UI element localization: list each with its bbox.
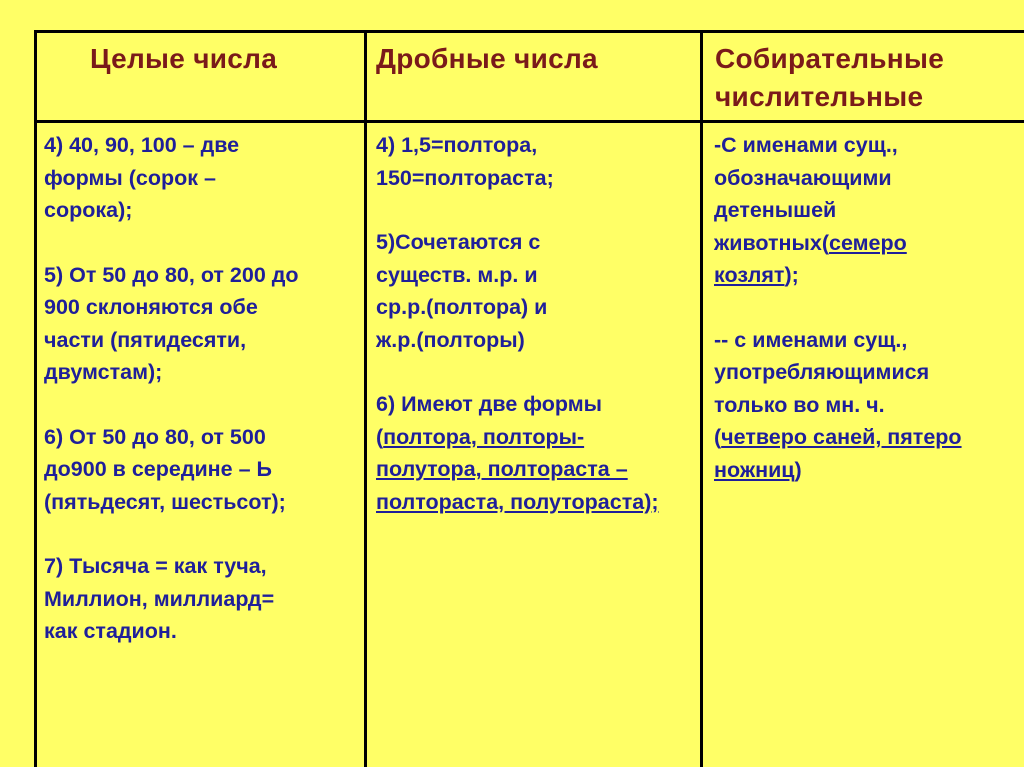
- underlined-example: семеро: [829, 230, 907, 255]
- col1-rule-7: [44, 550, 362, 648]
- text-line: 4) 40, 90, 100 – две: [44, 133, 240, 157]
- underlined-example: полтора, полторы-: [383, 424, 585, 449]
- underlined-example: козлят: [714, 263, 785, 287]
- text-fragment: животных(: [714, 230, 829, 255]
- text-fragment: ): [794, 457, 802, 482]
- table-top-border: [34, 30, 1024, 33]
- col2-rule-4: [376, 129, 698, 194]
- text-line: [376, 421, 698, 454]
- underlined-example: четверо саней, пятеро: [721, 425, 962, 449]
- text-line: [714, 454, 1020, 487]
- text-line: -- с именами сущ.,: [714, 327, 908, 352]
- header-collective-numerals: [715, 40, 944, 116]
- header-whole-numbers-label: Целые числа: [90, 43, 278, 74]
- underlined-example: полтораста, полутораста);: [376, 489, 659, 514]
- header-collective-line1: Собирательные: [715, 43, 945, 74]
- text-line: 7) Тысяча = как туча,: [44, 554, 267, 578]
- col2-body: [376, 129, 698, 518]
- header-collective-line2: числительные: [715, 81, 924, 112]
- text-line: 6) Имеют две формы: [376, 392, 603, 416]
- text-line: [714, 421, 1020, 454]
- text-line: части (пятидесяти,: [44, 327, 247, 352]
- text-line: -С именами сущ.,: [714, 133, 898, 157]
- table-left-border: [34, 30, 37, 767]
- col3-body: [714, 129, 1020, 486]
- text-line: обозначающими: [714, 165, 892, 190]
- col1-body: [44, 129, 362, 648]
- column-divider-2: [700, 30, 703, 767]
- text-line: ж.р.(полторы): [376, 327, 525, 352]
- text-line: до900 в середине – Ь: [44, 457, 272, 481]
- text-line: [714, 259, 1020, 292]
- col2-rule-5: [376, 226, 698, 356]
- col1-rule-5: [44, 259, 362, 389]
- text-line: как стадион.: [44, 619, 177, 643]
- col1-rule-4: [44, 129, 362, 227]
- col3-rule-a: [714, 129, 1020, 292]
- text-line: ср.р.(полтора) и: [376, 295, 548, 319]
- text-line: 5)Сочетаются с: [376, 230, 541, 254]
- header-fractional-numbers: [376, 40, 598, 78]
- text-line: двумстам);: [44, 360, 163, 384]
- header-whole-numbers: [90, 40, 277, 78]
- col1-rule-6: [44, 421, 362, 519]
- text-line: детенышей: [714, 198, 837, 222]
- text-line: [714, 227, 1020, 260]
- text-line: 5) От 50 до 80, от 200 до: [44, 262, 299, 287]
- text-line: Миллион, миллиард=: [44, 586, 275, 611]
- text-line: сорока);: [44, 198, 133, 222]
- text-fragment: );: [784, 263, 799, 287]
- text-line: 150=полтораста;: [376, 165, 554, 190]
- col3-rule-b: [714, 324, 1020, 487]
- underlined-example: полутора, полтораста –: [376, 457, 628, 481]
- text-line: употребляющимися: [714, 360, 930, 384]
- text-line: 6) От 50 до 80, от 500: [44, 424, 266, 449]
- text-fragment: (: [376, 424, 384, 449]
- col2-rule-6: [376, 388, 698, 518]
- text-line: формы (сорок –: [44, 165, 216, 190]
- text-line: (пятьдесят, шестьсот);: [44, 489, 286, 514]
- header-bottom-border: [34, 120, 1024, 123]
- text-line: только во мн. ч.: [714, 392, 885, 417]
- underlined-example: ножниц: [714, 457, 795, 482]
- text-line: существ. м.р. и: [376, 262, 538, 287]
- text-line: 4) 1,5=полтора,: [376, 133, 538, 157]
- header-fractional-numbers-label: Дробные числа: [376, 43, 598, 74]
- text-fragment: (: [714, 425, 722, 449]
- text-line: 900 склоняются обе: [44, 295, 258, 319]
- column-divider-1: [364, 30, 367, 767]
